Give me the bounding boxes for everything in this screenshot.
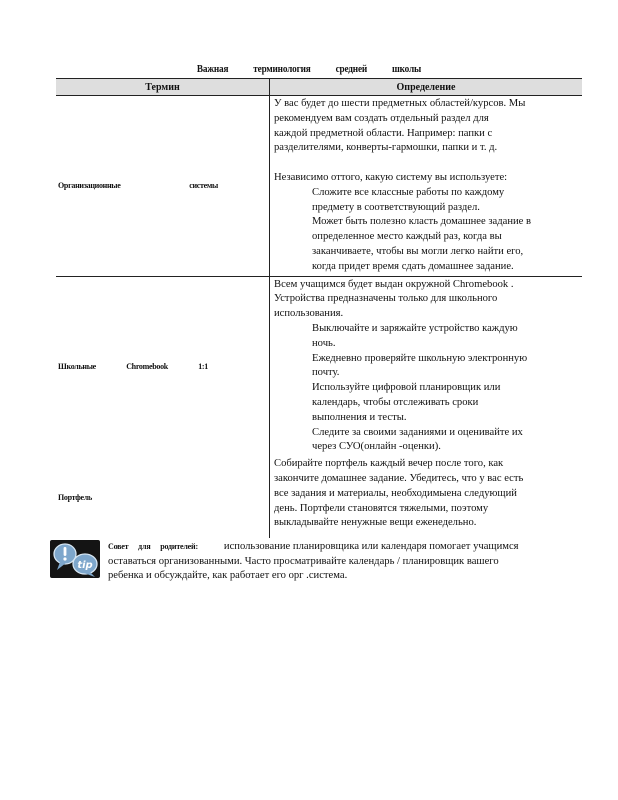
bullet-list	[274, 322, 578, 455]
tip-label: Совет для родителей:	[108, 542, 198, 551]
definition-cell	[270, 276, 583, 456]
term-label: Портфель	[58, 492, 92, 502]
tip-line: оставаться организованными. Часто просматривайте календарь / планировщик вашего	[108, 555, 499, 567]
definition-line: рекомендуем вам создать отдельный раздел для	[274, 112, 489, 124]
term-label: Школьные Chromebook 1:1	[58, 361, 208, 371]
tip-icon	[50, 540, 100, 578]
table-header-row	[56, 79, 582, 96]
list-item: Следите за своими заданиями и оценивайте их через СУО(онлайн -оценки).	[312, 426, 523, 453]
definition-intro: Независимо оттого, какую систему вы используете:	[274, 171, 508, 183]
tip-line: ребенка и обсуждайте, как работает его орг .система.	[108, 570, 348, 582]
tip-line: использование планировщика или календаря помогает учащимся	[223, 541, 519, 552]
term-cell	[56, 276, 270, 456]
svg-text:tip: tip	[77, 560, 93, 571]
definition-line: день. Портфели становятся тяжелыми, поэтому	[274, 502, 489, 514]
definition-line: Устройства предназначены только для школьного	[274, 293, 498, 305]
definition-cell	[270, 456, 583, 538]
definition-line: У вас будет до шести предметных областей/курсов. Мы	[274, 98, 526, 109]
definition-line: разделителями, конверты-гармошки, папки и т. д.	[274, 142, 498, 154]
definition-line: Всем учащимся будет выдан окружной Chromebook .	[274, 278, 514, 290]
definition-line: каждой предметной области. Например: папки с	[274, 127, 493, 139]
tip-text	[108, 540, 582, 584]
table-row	[56, 276, 582, 456]
term-cell	[56, 96, 270, 277]
definition-line: использования.	[274, 308, 344, 320]
term-cell	[56, 456, 270, 538]
term-label: Организационные системы	[58, 181, 218, 191]
list-item: Используйте цифровой планировщик или календарь, чтобы отслеживать сроки выполнения и тесты.	[312, 382, 501, 423]
list-item: Ежедневно проверяйте школьную электронную почту.	[312, 352, 528, 379]
list-item: Может быть полезно класть домашнее задание в определенное место каждый раз, когда вы заканчиваете, чтобы вы могли легко найти его, когда придет время сдать домашнее задание.	[312, 216, 532, 272]
bullet-list	[274, 186, 578, 275]
table-row	[56, 456, 582, 538]
definition-cell	[270, 96, 583, 277]
list-item: Сложите все классные работы по каждому предмету в соответствующий раздел.	[312, 186, 505, 213]
definition-line: все задания и материалы, необходимыена следующий	[274, 487, 517, 499]
definition-line: выкладывайте ненужные вещи еженедельно.	[274, 517, 477, 529]
definition-line: закончите домашнее задание. Убедитесь, что у вас есть	[274, 472, 524, 484]
table-row	[56, 96, 582, 277]
tip-icon	[50, 540, 100, 578]
column-header-term: Термин	[56, 79, 270, 96]
list-item: Выключайте и заряжайте устройство каждую ночь.	[312, 322, 518, 349]
page-title: Важная терминология средней школы	[196, 64, 422, 75]
definition-line: Собирайте портфель каждый вечер после того, как	[274, 458, 504, 470]
terminology-table	[56, 78, 582, 538]
column-header-definition: Определение	[270, 79, 583, 96]
